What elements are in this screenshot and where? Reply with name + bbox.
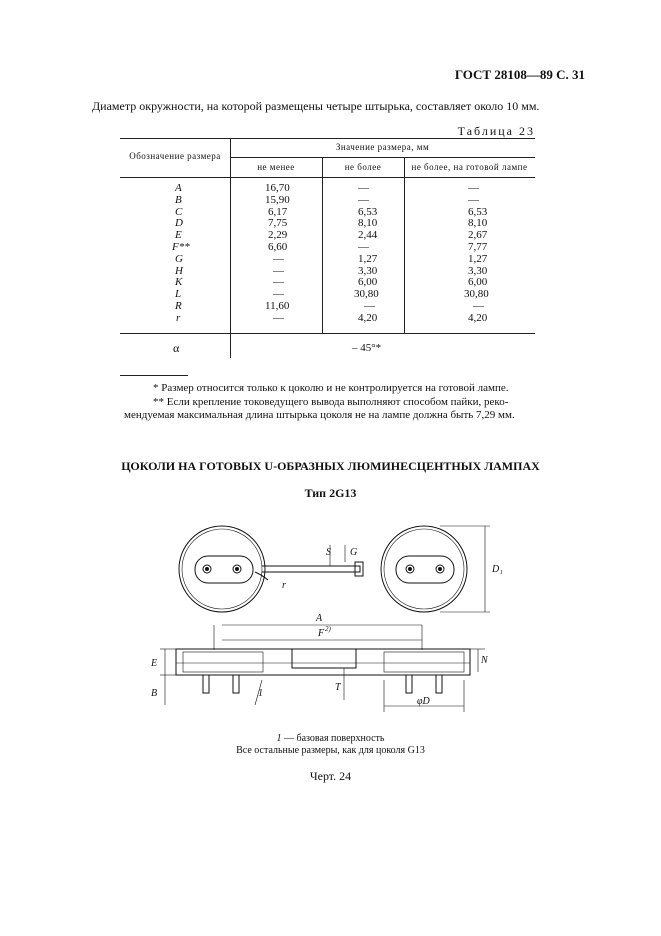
row-designation: A (175, 182, 182, 194)
right-pin-2-dot (439, 568, 442, 571)
header-max: не более (344, 162, 382, 172)
alpha-label: α (173, 341, 180, 355)
row-designation: H (175, 264, 183, 277)
row-lamp: 3,30 (468, 264, 488, 277)
row-max: 3,30 (358, 264, 378, 277)
side-base (176, 649, 470, 675)
label-F: F (318, 628, 325, 639)
row-lamp: 30,80 (464, 288, 489, 301)
table-header-rule (120, 177, 535, 178)
note-caption: Все остальные размеры, как для цоколя G13 (236, 745, 425, 756)
footnote-rule (120, 375, 188, 376)
right-insulator (396, 556, 454, 583)
header-designation: Обозначение размера (129, 151, 221, 161)
side-pin-3 (406, 675, 412, 693)
table-row (120, 300, 535, 312)
table-caption: Таблица 23 (457, 124, 535, 138)
row-designation: r (176, 311, 181, 324)
table-body-rule (120, 333, 535, 334)
row-max: 8,10 (358, 217, 378, 230)
row-min: 16,70 (265, 182, 290, 194)
label-A: A (316, 613, 323, 624)
alpha-value: – 45°* (352, 342, 382, 354)
footnote-2-line1: ** Если крепление токоведущего вывода выполняют способом пайки, реко- (153, 396, 509, 408)
table-row (120, 288, 535, 300)
section-title: ЦОКОЛИ НА ГОТОВЫХ U-ОБРАЗНЫХ ЛЮМИНЕСЦЕНТНЫХ ЛАМПАХ (121, 459, 540, 473)
left-insulator (195, 556, 253, 583)
label-1: 1 (258, 688, 263, 699)
header-max-lamp: не более, на готовой лампе (411, 162, 528, 172)
row-min: — (273, 288, 284, 301)
row-lamp: 8,10 (468, 217, 488, 230)
table-body (120, 182, 535, 324)
row-max: 2,44 (358, 229, 378, 242)
left-pin-1-dot (206, 568, 209, 571)
row-lamp: 6,53 (468, 205, 488, 218)
row-lamp: — (473, 299, 484, 312)
row-max: 4,20 (358, 311, 378, 324)
label-D1: D₁ (492, 564, 503, 575)
label-G: G (350, 547, 358, 558)
left-disk-outline (179, 526, 265, 612)
row-designation: F** (172, 240, 190, 253)
row-lamp: — (468, 182, 479, 194)
table-top-rule (120, 138, 535, 139)
row-min: 15,90 (265, 193, 290, 206)
label-F-sup: 2) (325, 625, 331, 633)
right-pin-1-dot (409, 568, 412, 571)
legend-caption (0, 733, 661, 744)
table-row (120, 229, 535, 241)
row-lamp: 7,77 (468, 240, 488, 253)
row-designation: K (175, 276, 183, 289)
row-lamp: 6,00 (468, 276, 488, 289)
row-min: — (273, 276, 284, 289)
footnote-1: * Размер относится только к цоколю и не контролируется на готовой лампе. (153, 382, 509, 394)
table-subheader-rule (230, 157, 535, 158)
row-max: 30,80 (354, 288, 379, 301)
row-designation: C (175, 205, 183, 218)
row-lamp: 2,67 (468, 229, 488, 242)
row-max: 6,53 (358, 205, 378, 218)
table-row (120, 265, 535, 277)
section-type: Тип 2G13 (304, 486, 357, 500)
label-N: N (481, 655, 488, 666)
left-disk-inner (182, 529, 262, 609)
page-header: ГОСТ 28108—89 С. 31 (454, 67, 585, 82)
row-min: — (273, 264, 284, 277)
table-row (120, 194, 535, 206)
table-row (120, 182, 535, 194)
row-min: 2,29 (268, 229, 288, 242)
label-T: T (335, 682, 341, 693)
label-phiD: φD (417, 696, 430, 707)
row-lamp: — (468, 193, 479, 206)
bridge-tab (355, 562, 363, 576)
row-max: — (358, 193, 369, 206)
left-pin-2-dot (236, 568, 239, 571)
intro-paragraph: Диаметр окружности, на которой размещены четыре штырька, составляет около 10 мм. (92, 99, 540, 113)
row-max: — (358, 182, 369, 194)
label-B: B (151, 688, 158, 699)
table-row (120, 217, 535, 229)
side-bridge (292, 649, 356, 668)
table-row (120, 253, 535, 265)
table-row (120, 276, 535, 288)
header-value-group: Значение размера, мм (335, 142, 430, 152)
row-designation: G (175, 252, 183, 265)
row-max: 1,27 (358, 252, 378, 265)
technical-drawing (0, 510, 661, 740)
side-pin-4 (436, 675, 442, 693)
row-lamp: 1,27 (468, 252, 488, 265)
table-row (120, 312, 535, 324)
row-min: 6,17 (268, 205, 288, 218)
row-designation: D (175, 217, 183, 230)
side-pin-2 (233, 675, 239, 693)
row-max: — (364, 299, 375, 312)
row-min: 7,75 (268, 217, 288, 230)
table-row (120, 206, 535, 218)
header-min: не менее (257, 162, 295, 172)
label-E: E (151, 658, 158, 669)
table-row (120, 241, 535, 253)
bridge (262, 566, 360, 572)
side-pin-1 (203, 675, 209, 693)
row-designation: R (175, 299, 182, 312)
row-min: — (273, 252, 284, 265)
legend-text: — базовая поверхность (281, 733, 385, 744)
row-max: 6,00 (358, 276, 378, 289)
row-lamp: 4,20 (468, 311, 488, 324)
label-S: S (326, 547, 331, 558)
row-max: — (358, 240, 369, 253)
row-min: 11,60 (265, 299, 290, 312)
row-designation: E (175, 229, 182, 242)
row-designation: B (175, 193, 182, 206)
row-min: 6,60 (268, 240, 288, 253)
label-r: r (282, 580, 286, 591)
figure-caption: Черт. 24 (309, 769, 352, 783)
footnote-2-line2: мендуемая максимальная длина штырька цоколя не на лампе должна быть 7,29 мм. (124, 409, 515, 421)
row-designation: L (175, 288, 182, 301)
row-min: — (273, 311, 284, 324)
legend-num: 1 (276, 733, 282, 744)
